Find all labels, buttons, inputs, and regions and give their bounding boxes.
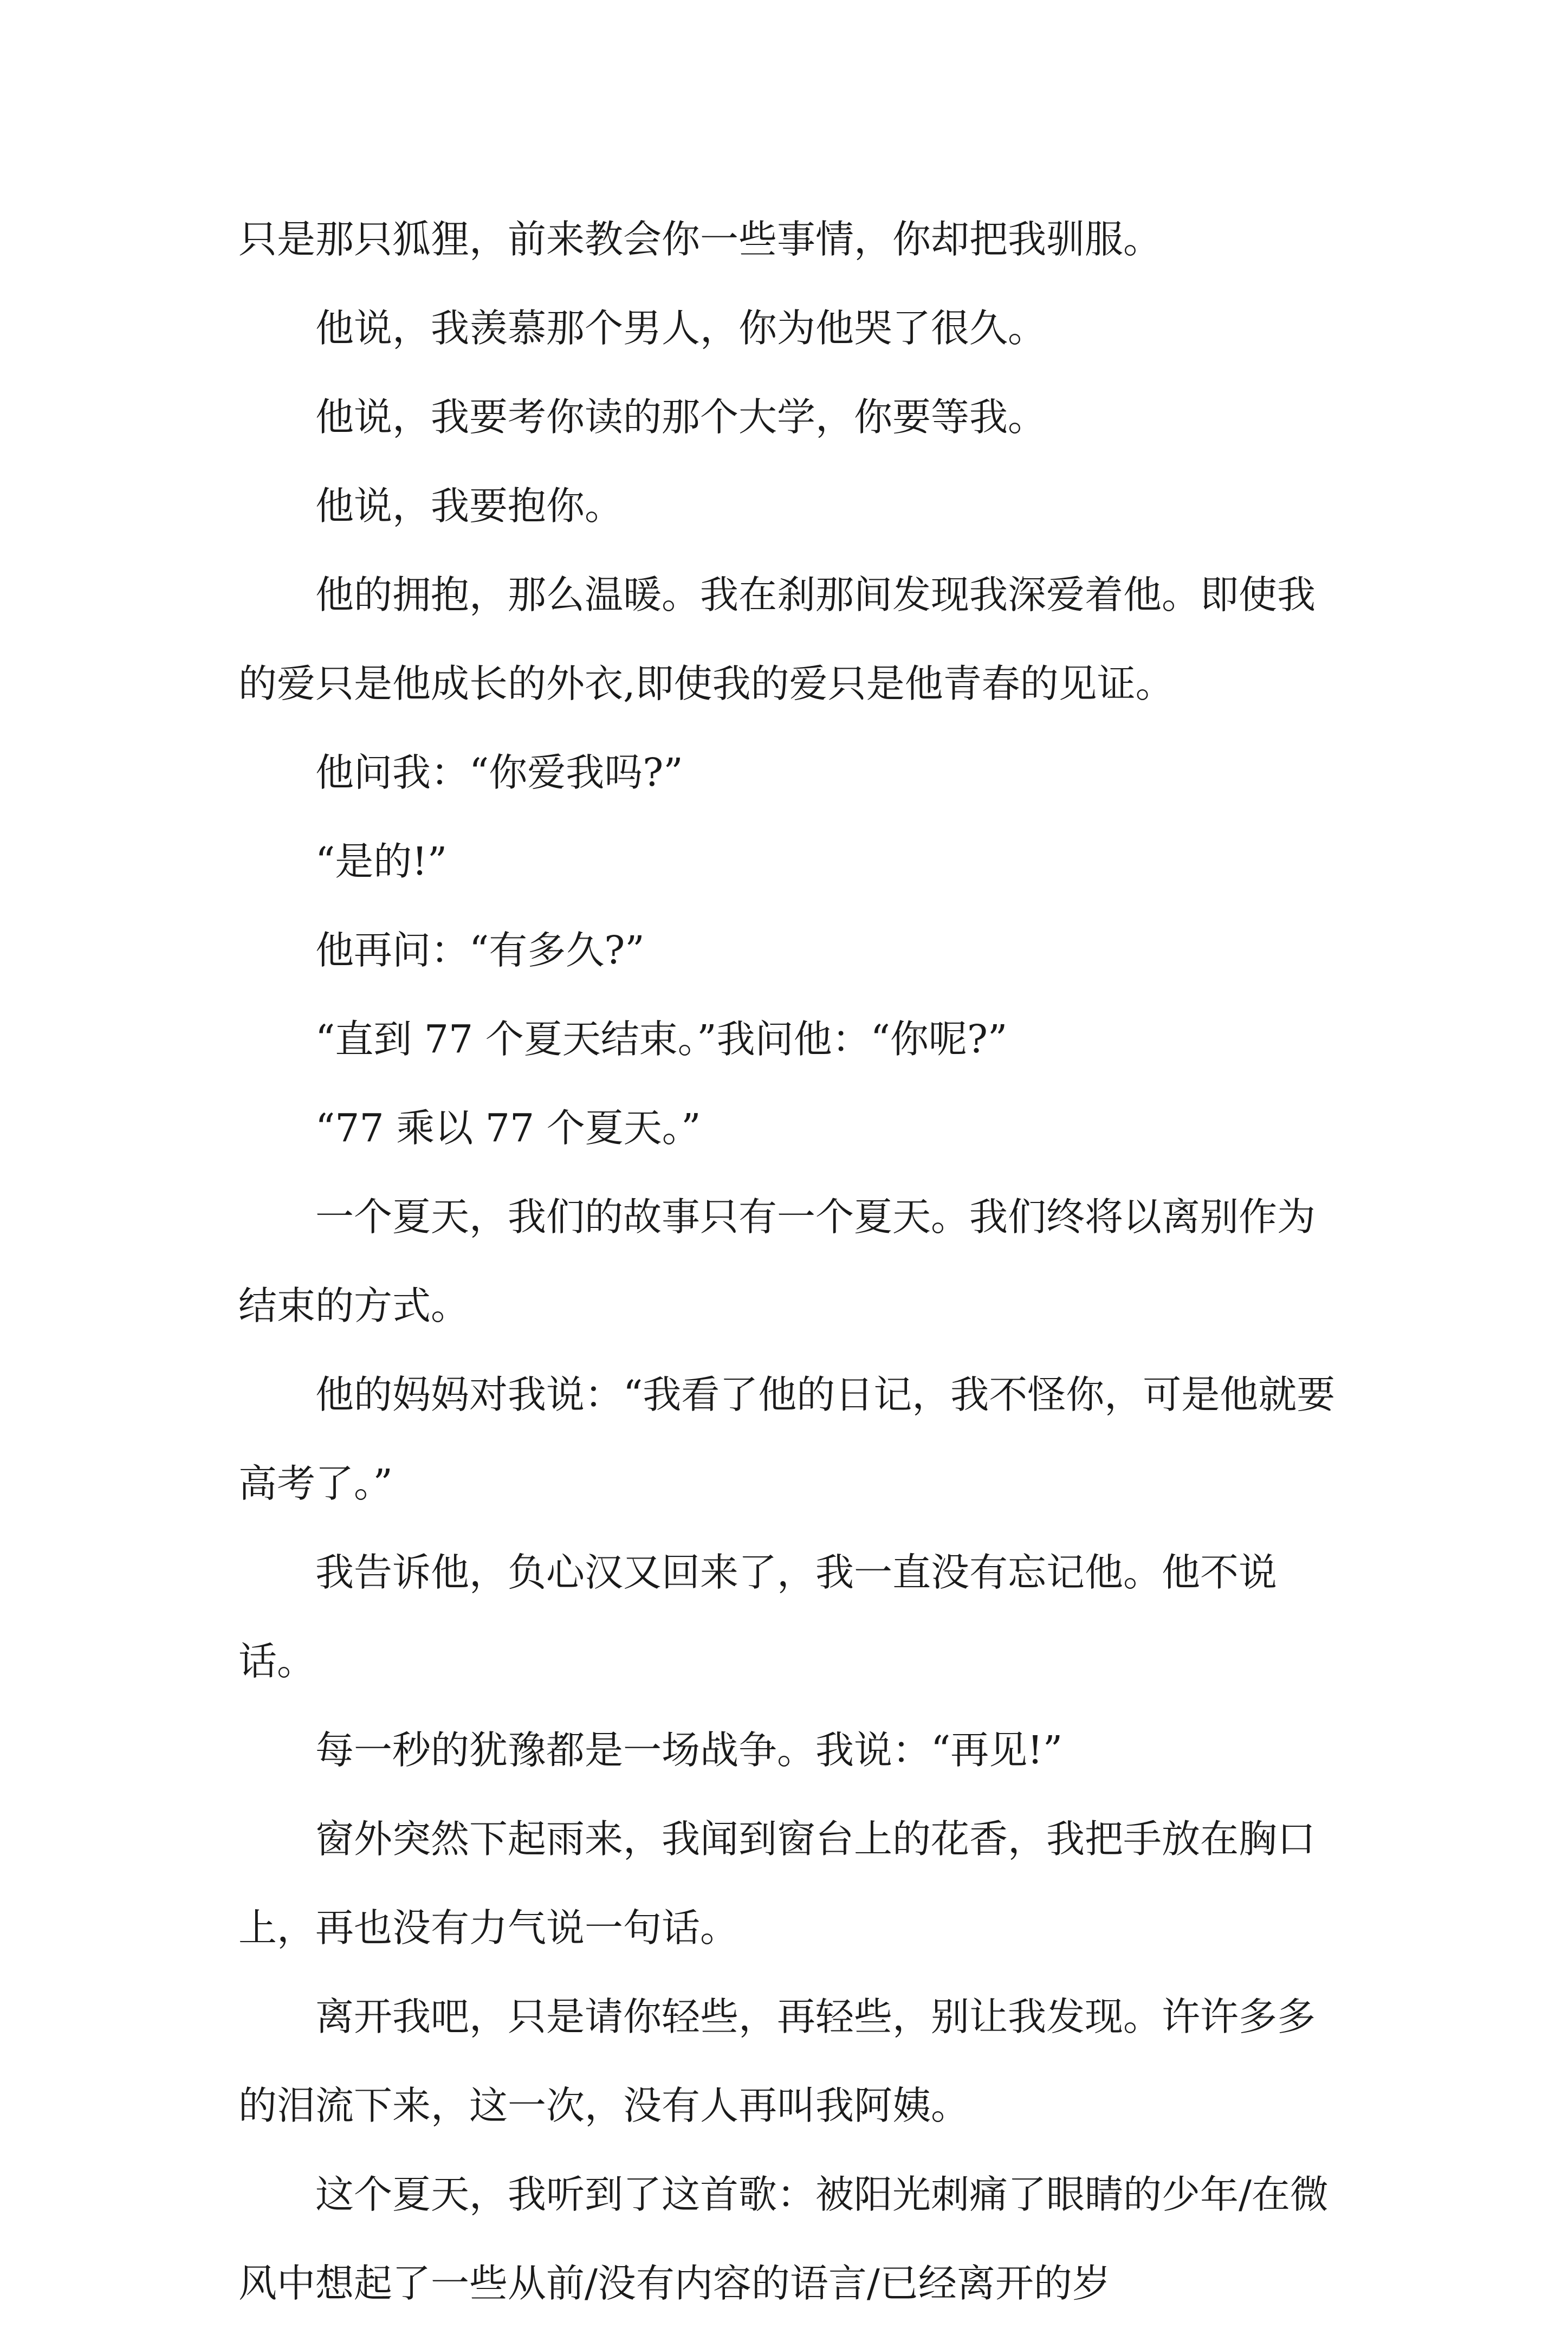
- paragraph: 他的妈妈对我说：“我看了他的日记，我不怪你，可是他就要高考了。”: [238, 1372, 1336, 1506]
- paragraph: 这个夏天，我听到了这首歌：被阳光刺痛了眼睛的少年/在微风中想起了一些从前/没有内容的语言/已经离开的岁: [238, 2172, 1329, 2306]
- paragraph: 窗外突然下起雨来，我闻到窗台上的花香，我把手放在胸口上，再也没有力气说一句话。: [238, 1816, 1316, 1950]
- paragraph: 他说，我要考你读的那个大学，你要等我。: [315, 395, 1047, 439]
- paragraph: 他问我：“你爱我吗?”: [315, 750, 683, 795]
- paragraph: “是的!”: [315, 839, 448, 884]
- paragraph: 离开我吧，只是请你轻些，再轻些，别让我发现。许许多多的泪流下来，这一次，没有人再叫我阿姨。: [238, 1994, 1316, 2128]
- document-body: [238, 195, 1344, 2328]
- paragraph: 他再问：“有多久?”: [315, 928, 645, 973]
- paragraph: 每一秒的犹豫都是一场战争。我说：“再见!”: [315, 1728, 1063, 1773]
- paragraph: 我告诉他，负心汉又回来了，我一直没有忘记他。他不说话。: [238, 1550, 1278, 1684]
- paragraph: 他的拥抱，那么温暖。我在刹那间发现我深爱着他。即使我的爱只是他成长的外衣,即使我的爱只是他青春的见证。: [238, 572, 1316, 706]
- paragraph: 他说，我要抱你。: [315, 483, 624, 528]
- paragraph: 一个夏天，我们的故事只有一个夏天。我们终将以离别作为结束的方式。: [238, 1194, 1316, 1328]
- paragraph: “77 乘以 77 个夏天。”: [315, 1105, 701, 1150]
- paragraph: 他说，我羡慕那个男人，你为他哭了很久。: [315, 306, 1047, 351]
- paragraph: 只是那只狐狸，前来教会你一些事情，你却把我驯服。: [238, 217, 1162, 262]
- paragraph: “直到 77 个夏天结束。”我问他：“你呢?”: [315, 1017, 1008, 1062]
